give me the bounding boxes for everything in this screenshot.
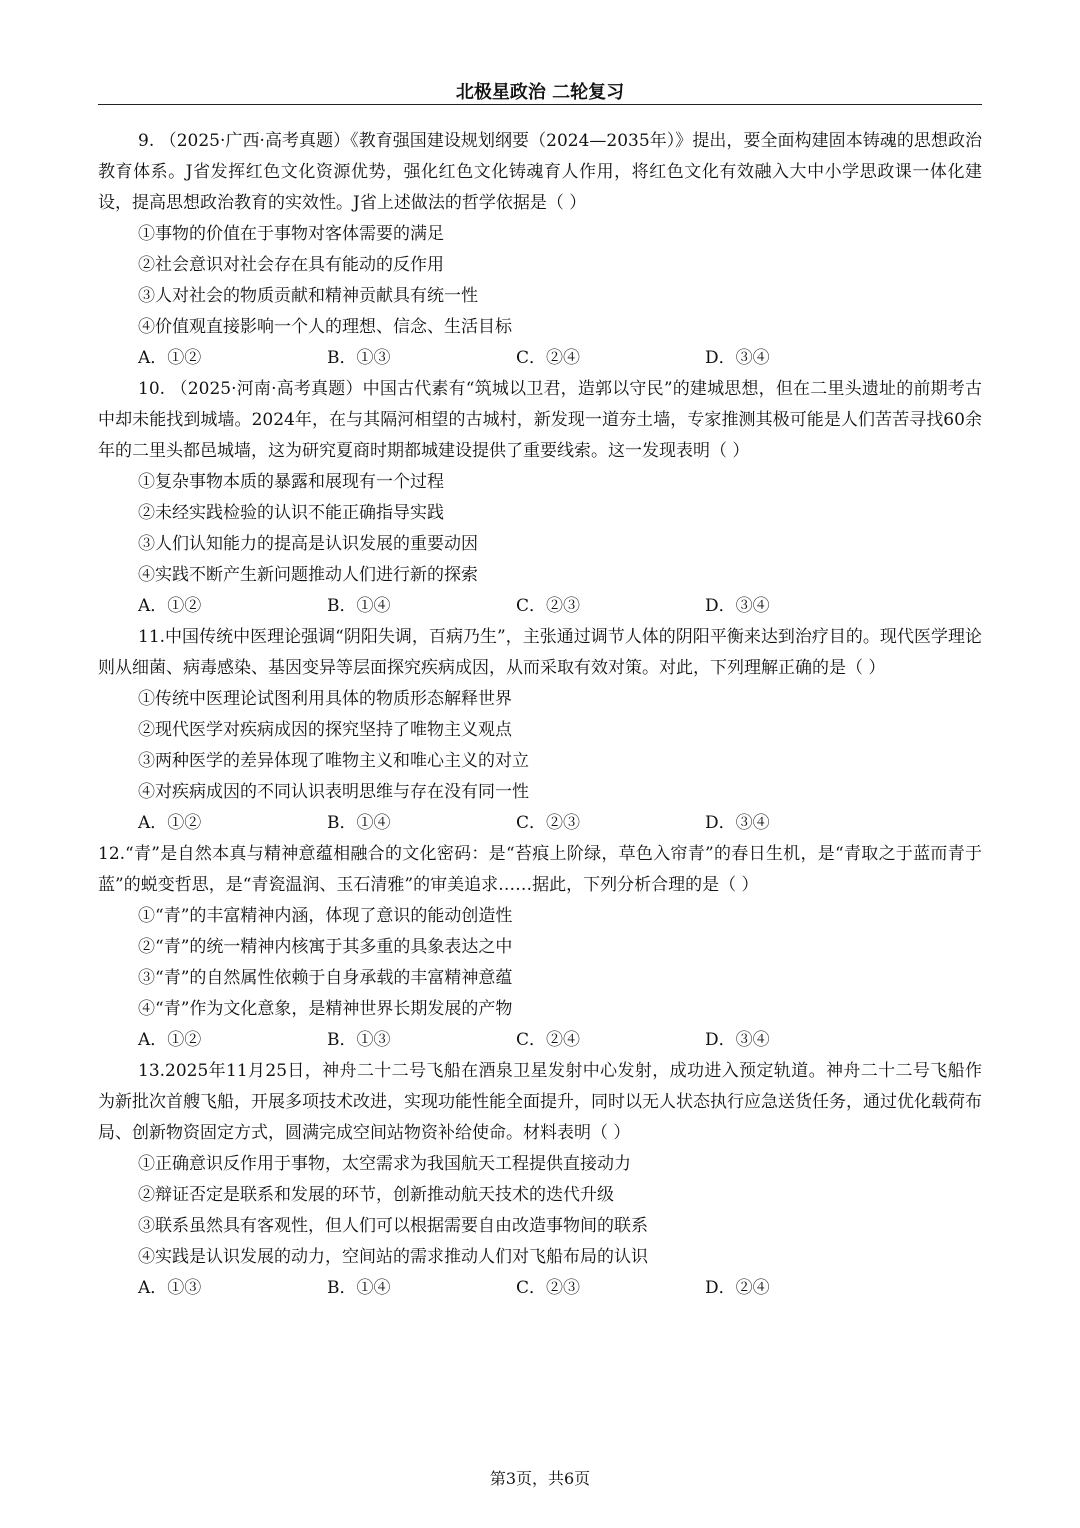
statement-1: ①“青”的丰富精神内涵，体现了意识的能动创造性 [138,906,513,926]
choice-d: D．③④ [705,813,770,833]
choice-a: A．①② [138,596,202,616]
choice-b: B．①④ [327,596,391,616]
statement-1: ①正确意识反作用于事物，太空需求为我国航天工程提供直接动力 [138,1154,631,1174]
statement-4: ④价值观直接影响一个人的理想、信念、生活目标 [138,317,512,337]
statement-3: ③人们认知能力的提高是认识发展的重要动因 [138,534,478,554]
question-stem: 12.“青”是自然本真与精神意蕴相融合的文化密码：是“苔痕上阶绿，草色入帘青”的春日生机，是“青取之于蓝而青于蓝”的蜕变哲思，是“青瓷温润、玉石清雅”的审美追求……据此，下列分析合理的是（ ） [98,844,982,895]
statement-4: ④实践是认识发展的动力，空间站的需求推动人们对飞船布局的认识 [138,1247,648,1267]
question-10 [98,374,982,622]
question-11 [98,622,982,839]
choice-d: D．③④ [705,1030,770,1050]
statement-1: ①复杂事物本质的暴露和展现有一个过程 [138,472,444,492]
question-stem: 9. （2025·广西·高考真题）《教育强国建设规划纲要（2024—2035年）》提出，要全面构建固本铸魂的思想政治教育体系。J省发挥红色文化资源优势，强化红色文化铸魂育人作用，将红色文化有效融入大中小学思政课一体化建设，提高思想政治教育的实效性。J省上述做法的哲学依据是（ ） [98,131,982,213]
question-9 [98,126,982,374]
choice-c: C．②③ [516,1278,581,1298]
answer-choices [138,808,982,839]
statement-3: ③联系虽然具有客观性，但人们可以根据需要自由改造事物间的联系 [138,1216,648,1236]
choice-a: A．①② [138,348,202,368]
choice-d: D．②④ [705,1278,770,1298]
answer-choices [138,1273,982,1304]
page-header-title: 北极星政治 二轮复习 [455,82,625,103]
choice-b: B．①③ [327,348,391,368]
statement-3: ③“青”的自然属性依赖于自身承载的丰富精神意蕴 [138,968,513,988]
header-divider [98,104,982,105]
statement-4: ④对疾病成因的不同认识表明思维与存在没有同一性 [138,782,529,802]
answer-choices [138,343,982,374]
answer-choices [138,591,982,622]
question-stem: 11.中国传统中医理论强调“阴阳失调，百病乃生”，主张通过调节人体的阴阳平衡来达到治疗目的。现代医学理论则从细菌、病毒感染、基因变异等层面探究疾病成因，从而采取有效对策。对此，下列理解正确的是（ ） [98,627,982,678]
choice-b: B．①④ [327,1278,391,1298]
question-list [98,126,982,1304]
choice-d: D．③④ [705,596,770,616]
choice-c: C．②③ [516,596,581,616]
choice-c: C．②④ [516,1030,581,1050]
question-stem: 13.2025年11月25日，神舟二十二号飞船在酒泉卫星发射中心发射，成功进入预定轨道。神舟二十二号飞船作为新批次首艘飞船，开展多项技术改进，实现功能性能全面提升，同时以无人状态执行应急送货任务，通过优化载荷布局、创新物资固定方式，圆满完成空间站物资补给使命。材料表明（ ） [98,1061,982,1143]
question-stem: 10. （2025·河南·高考真题）中国古代素有“筑城以卫君，造郭以守民”的建城思想，但在二里头遗址的前期考古中却未能找到城墙。2024年，在与其隔河相望的古城村，新发现一道夯土墙，专家推测其极可能是人们苦苦寻找60余年的二里头都邑城墙，这为研究夏商时期都城建设提供了重要线索。这一发现表明（ ） [98,379,982,461]
choice-c: C．②④ [516,348,581,368]
statement-4: ④实践不断产生新问题推动人们进行新的探索 [138,565,478,585]
statement-3: ③两种医学的差异体现了唯物主义和唯心主义的对立 [138,751,529,771]
choice-a: A．①② [138,813,202,833]
choice-b: B．①③ [327,1030,391,1050]
statement-1: ①事物的价值在于事物对客体需要的满足 [138,224,444,244]
question-12 [98,839,982,1056]
statement-3: ③人对社会的物质贡献和精神贡献具有统一性 [138,286,478,306]
page-number: 第3页，共6页 [489,1469,591,1488]
statement-2: ②未经实践检验的认识不能正确指导实践 [138,503,444,523]
choice-a: A．①③ [138,1278,202,1298]
question-13 [98,1056,982,1304]
statement-2: ②“青”的统一精神内核寓于其多重的具象表达之中 [138,937,513,957]
choice-a: A．①② [138,1030,202,1050]
choice-c: C．②③ [516,813,581,833]
statement-1: ①传统中医理论试图利用具体的物质形态解释世界 [138,689,512,709]
statement-2: ②辩证否定是联系和发展的环节，创新推动航天技术的迭代升级 [138,1185,614,1205]
statement-2: ②现代医学对疾病成因的探究坚持了唯物主义观点 [138,720,512,740]
statement-4: ④“青”作为文化意象，是精神世界长期发展的产物 [138,999,513,1019]
statement-2: ②社会意识对社会存在具有能动的反作用 [138,255,444,275]
choice-d: D．③④ [705,348,770,368]
answer-choices [138,1025,982,1056]
choice-b: B．①④ [327,813,391,833]
